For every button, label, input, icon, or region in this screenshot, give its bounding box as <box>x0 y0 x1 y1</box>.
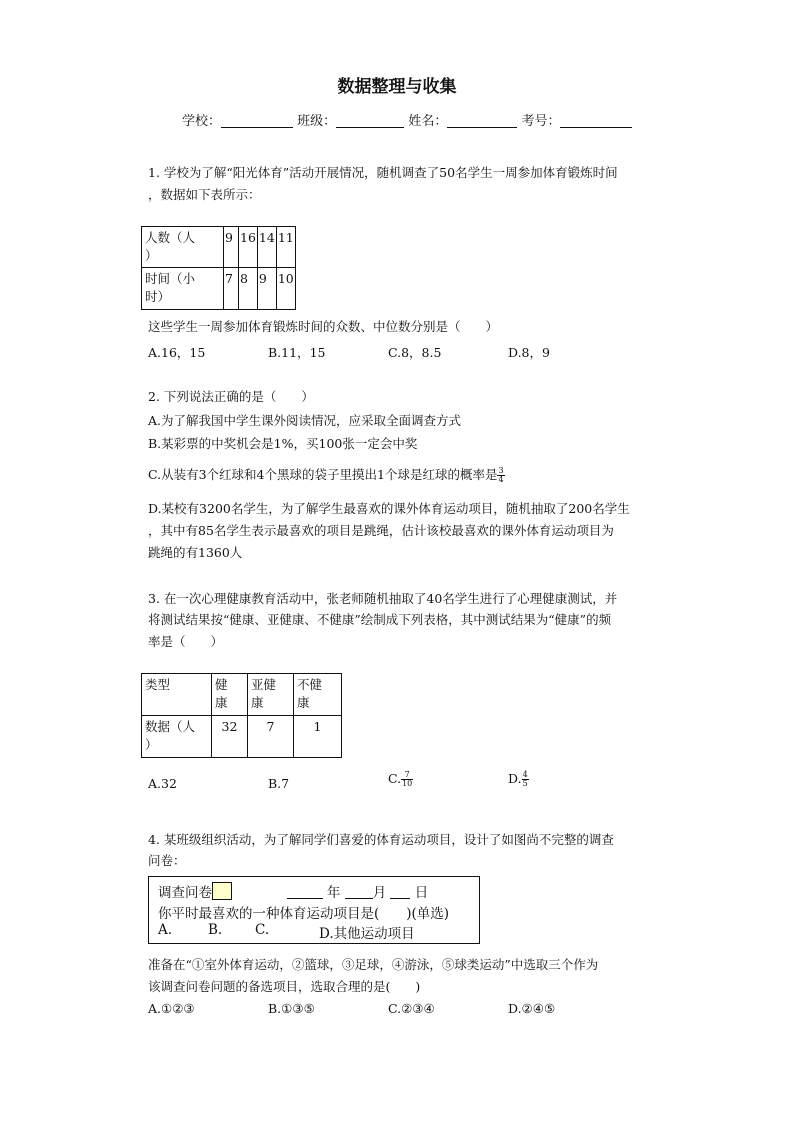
q1-table-cell: 11 <box>276 227 295 268</box>
q4-option-c: C.②③④ <box>388 1001 435 1016</box>
q1-table-cell: 9 <box>257 268 276 310</box>
q3-table-header: 不健 康 <box>294 674 342 716</box>
q2-option-b: B.某彩票的中奖机会是1%，买100张一定会中奖 <box>148 436 418 451</box>
questionnaire-option-c: C. <box>255 922 270 938</box>
q1-table-cell: 人数（人 ） <box>142 227 224 268</box>
year-blank <box>287 885 323 899</box>
questionnaire-header <box>158 881 428 901</box>
q4-stem-line2: 问卷： <box>148 853 186 868</box>
month-blank <box>345 885 373 899</box>
questionnaire-option-d: D.其他运动项目 <box>319 926 415 942</box>
q1-table-cell: 16 <box>239 227 258 268</box>
q2-option-d-line3: 跳绳的有1360人 <box>148 545 243 560</box>
q3-table-cell: 数据（人 ） <box>142 716 212 758</box>
q3-stem-line3: 率是（ ） <box>148 634 224 649</box>
q3-stem-line1: 3. 在一次心理健康教育活动中，张老师随机抽取了40名学生进行了心理健康测试，并 <box>148 591 618 606</box>
q3-option-d: D. $\frac{4}{5}$ <box>508 770 528 788</box>
fraction-4-5: $\frac{4}{5}$ <box>522 770 528 788</box>
q2-stem: 2. 下列说法正确的是（ ） <box>148 389 314 404</box>
name-label: 姓名： <box>408 114 448 129</box>
q1-stem-line1: 1. 学校为了解“阳光体育”活动开展情况，随机调查了50名学生一周参加体育锻炼时间 <box>148 165 618 180</box>
fraction-7-10: $\frac{7}{10}$ <box>402 770 413 788</box>
school-label: 学校： <box>182 114 222 129</box>
q1-table-cell: 10 <box>276 268 295 310</box>
fraction-3-4: $\frac{3}{4}$ <box>498 466 504 484</box>
questionnaire-label: 调查问卷 <box>158 885 212 901</box>
day-label: 日 <box>414 885 429 901</box>
day-blank <box>390 885 410 899</box>
q3-data-table <box>141 673 342 758</box>
month-label: 月 <box>372 885 387 901</box>
q1-option-c: C.8，8.5 <box>388 345 442 360</box>
q1-option-d: D.8，9 <box>508 345 550 360</box>
questionnaire-option-b: B. <box>208 922 223 938</box>
q3-table-header: 亚健 康 <box>248 674 294 716</box>
q3-table-cell: 7 <box>248 716 294 758</box>
page-title: 数据整理与收集 <box>337 77 457 97</box>
q3-table-cell: 1 <box>294 716 342 758</box>
q1-table-cell: 14 <box>257 227 276 268</box>
name-blank <box>447 113 517 128</box>
q3-table-cell: 32 <box>212 716 248 758</box>
q1-table-cell: 8 <box>239 268 258 310</box>
questionnaire-blank-box <box>212 882 232 900</box>
q3-stem-line2: 将测试结果按“健康、亚健康、不健康”绘制成下列表格，其中测试结果为“健康”的频 <box>148 612 612 627</box>
q2-option-c: C.从装有3个红球和4个黑球的袋子里摸出1个球是红球的概率是 $\frac{3}{4}$ <box>148 466 504 484</box>
q2-option-d-line2: ，其中有85名学生表示最喜欢的项目是跳绳，估计该校最喜欢的课外体育运动项目为 <box>148 523 614 538</box>
exam-no-blank <box>560 113 632 128</box>
questionnaire-option-a: A. <box>158 922 173 938</box>
q4-question-line1: 准备在“①室外体育运动，②篮球，③足球，④游泳，⑤球类运动”中选取三个作为 <box>148 957 599 972</box>
class-label: 班级： <box>297 114 337 129</box>
exam-no-label: 考号： <box>521 114 561 129</box>
questionnaire-box <box>148 876 480 944</box>
q3-table-header: 健 康 <box>212 674 248 716</box>
q1-table-cell: 9 <box>224 227 239 268</box>
q3-option-c: C. $\frac{7}{10}$ <box>388 770 413 788</box>
q1-option-b: B.11，15 <box>268 345 326 360</box>
q4-question-line2: 该调查问卷问题的备选项目，选取合理的是( ) <box>148 979 421 994</box>
q4-stem-line1: 4. 某班级组织活动，为了解同学们喜爱的体育运动项目，设计了如图尚不完整的调查 <box>148 832 614 847</box>
q3-option-b: B.7 <box>268 776 290 791</box>
class-blank <box>336 113 404 128</box>
school-blank <box>221 113 293 128</box>
q2-option-a: A.为了解我国中学生课外阅读情况，应采取全面调查方式 <box>148 413 462 428</box>
q1-table-cell: 7 <box>224 268 239 310</box>
q1-stem-line2: ，数据如下表所示： <box>148 187 261 202</box>
q4-option-b: B.①③⑤ <box>268 1001 315 1016</box>
q1-data-table <box>141 226 296 310</box>
q1-option-a: A.16，15 <box>148 345 206 360</box>
year-label: 年 <box>326 885 341 901</box>
q3-option-a: A.32 <box>148 776 177 791</box>
q4-option-a: A.①②③ <box>148 1001 195 1016</box>
q3-table-header: 类型 <box>142 674 212 716</box>
q2-option-d-line1: D.某校有3200名学生，为了解学生最喜欢的课外体育运动项目，随机抽取了200名学生 <box>148 501 630 516</box>
q1-question: 这些学生一周参加体育锻炼时间的众数、中位数分别是（ ） <box>148 319 499 334</box>
q4-option-d: D.②④⑤ <box>508 1001 556 1016</box>
student-info-line <box>182 110 632 129</box>
questionnaire-question: 你平时最喜欢的一种体育运动项目是( )(单选) <box>158 906 450 922</box>
q1-table-cell: 时间（小 时） <box>142 268 224 310</box>
